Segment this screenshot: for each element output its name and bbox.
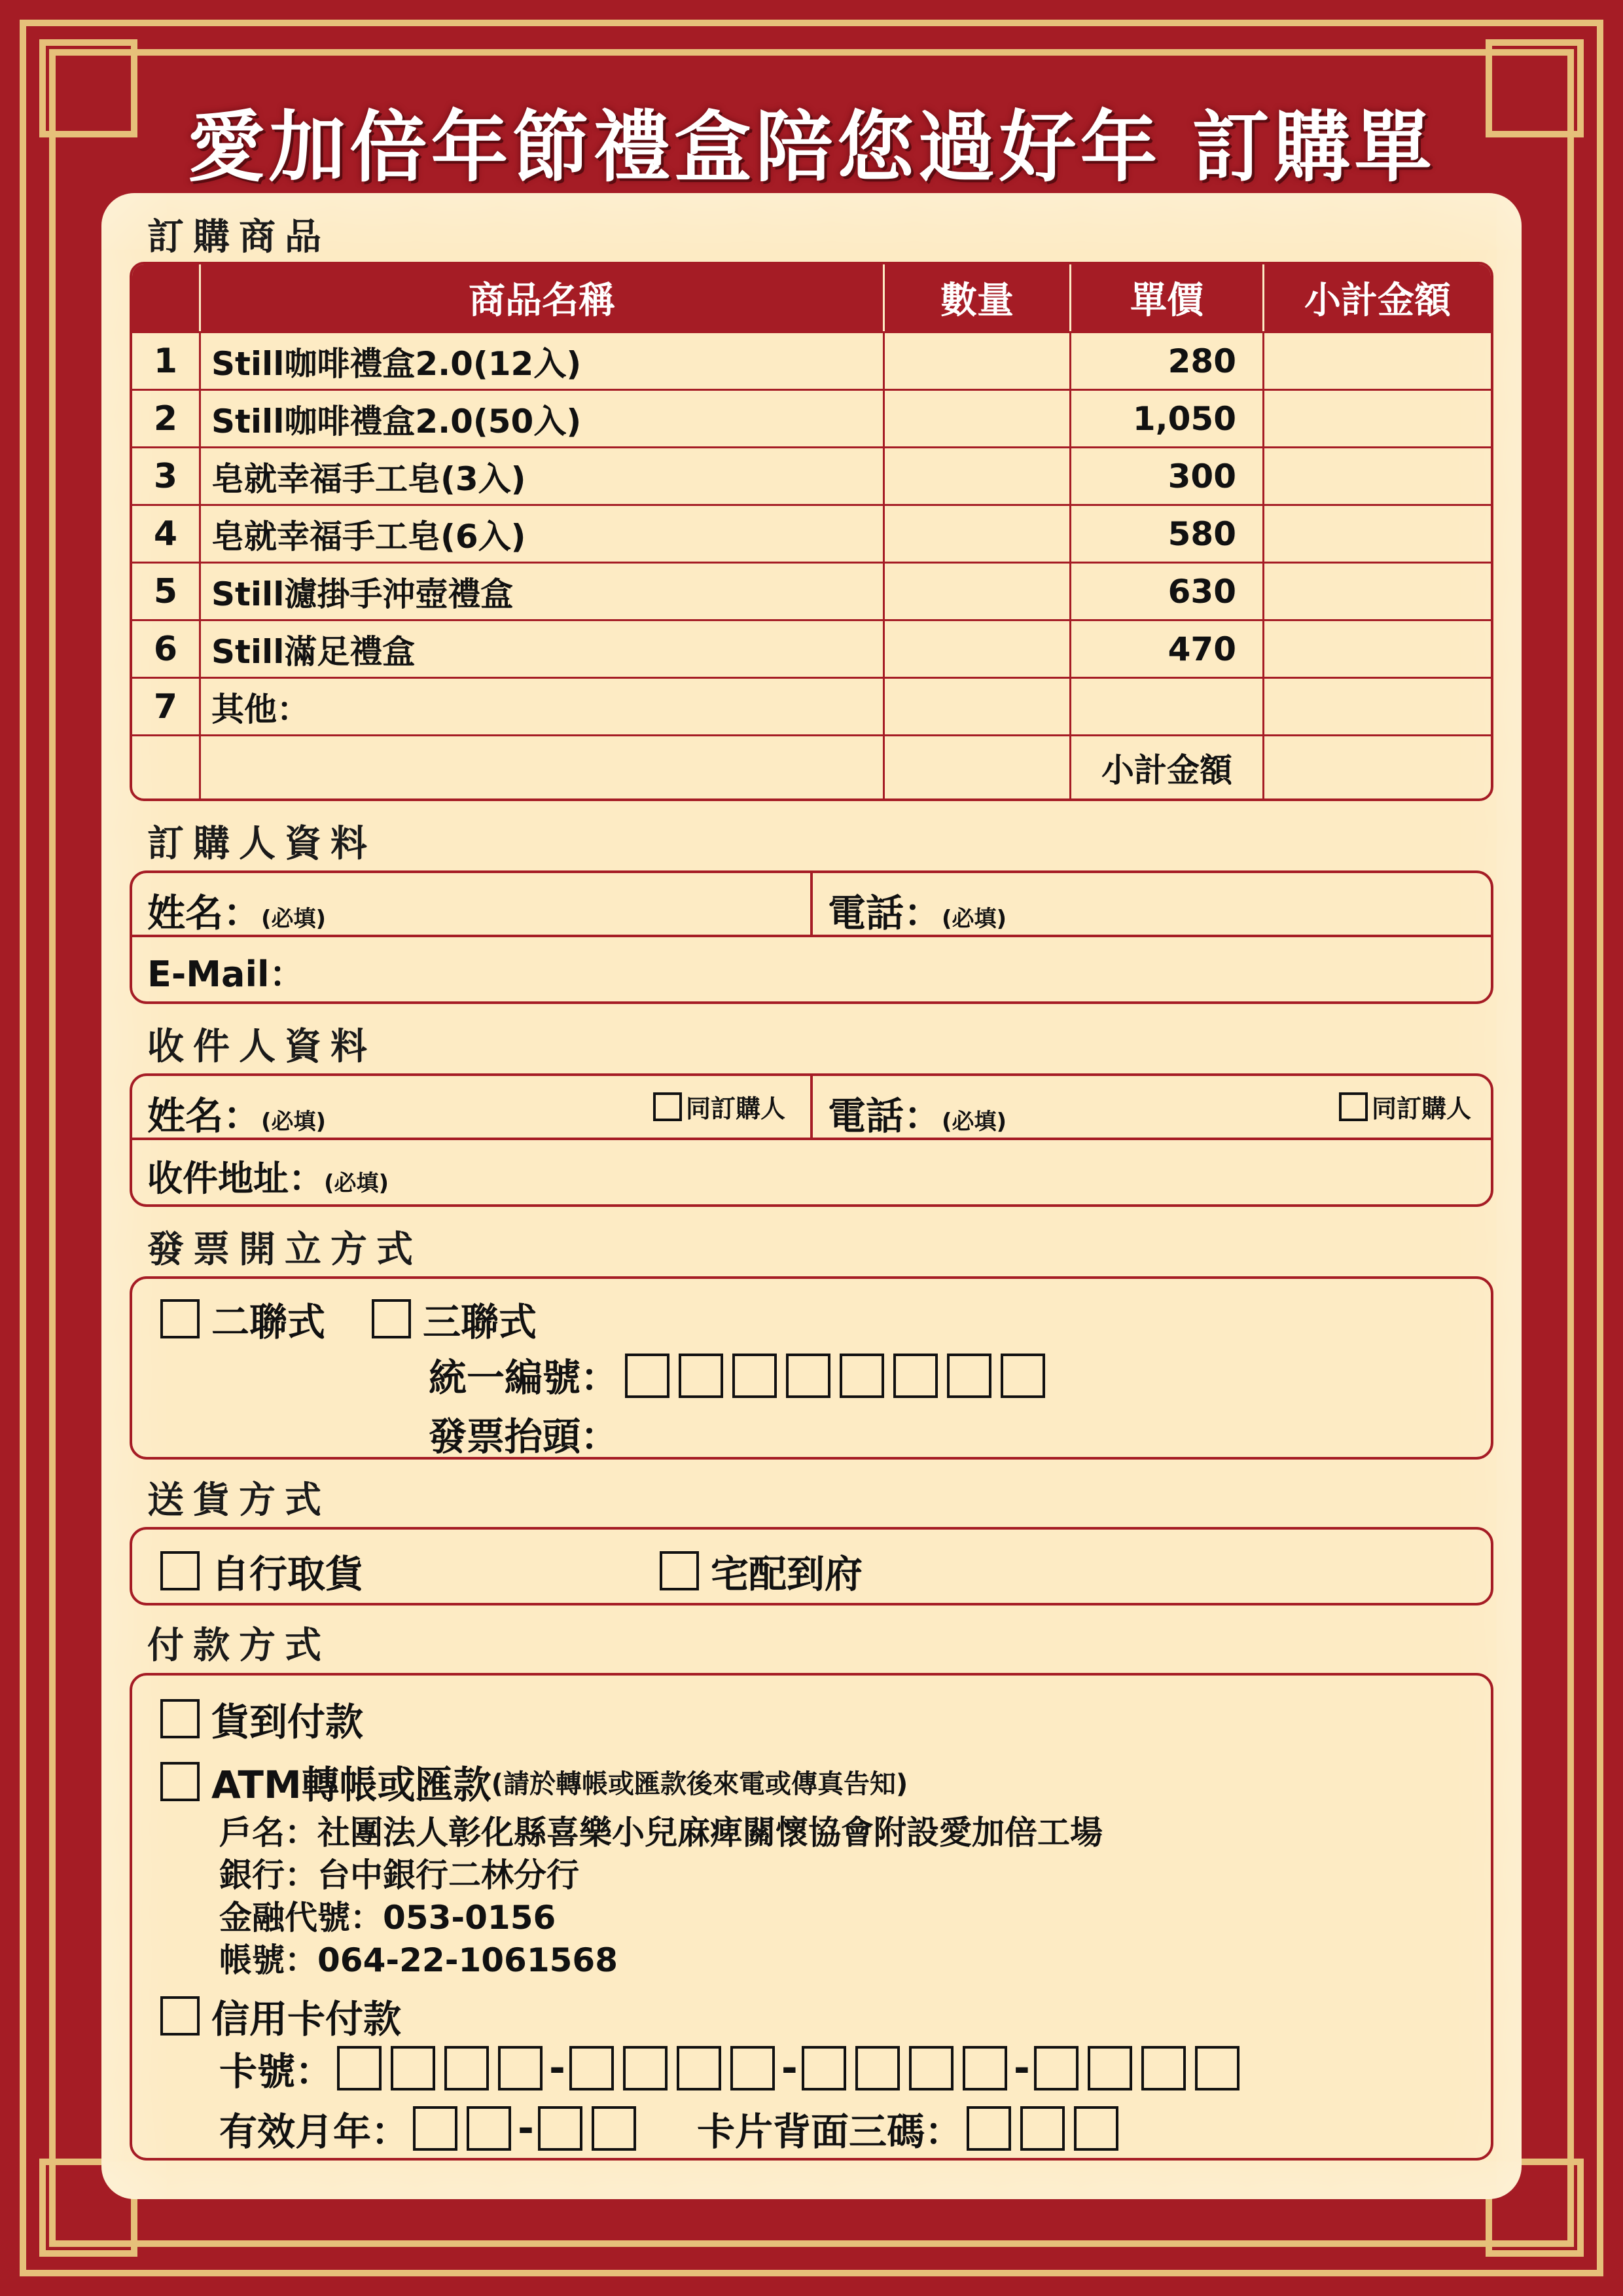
row-no: 3	[132, 446, 201, 504]
checkbox-icon	[160, 1996, 200, 2036]
row-qty-input[interactable]	[885, 446, 1071, 504]
total-empty	[132, 734, 201, 798]
separator-dash: -	[549, 2045, 565, 2091]
row-no: 1	[132, 331, 201, 389]
header-qty: 數量	[885, 264, 1071, 331]
digit-box[interactable]	[732, 1354, 777, 1398]
separator-dash: -	[781, 2045, 798, 2091]
recipient-phone-label: 電話：	[828, 1094, 942, 1138]
divider	[810, 1076, 813, 1139]
row-price	[1071, 677, 1264, 734]
recipient-address-field[interactable]	[147, 1151, 389, 1201]
separator-dash: -	[1013, 2045, 1030, 2091]
header-no	[132, 264, 201, 331]
checkbox-icon	[653, 1092, 682, 1121]
row-price: 580	[1071, 504, 1264, 562]
digit-box[interactable]	[1195, 2046, 1240, 2090]
row-price: 470	[1071, 619, 1264, 677]
row-subtotal-input[interactable]	[1264, 677, 1491, 734]
row-qty-input[interactable]	[885, 389, 1071, 446]
row-no: 6	[132, 619, 201, 677]
products-table	[130, 262, 1493, 801]
orderer-name-label: 姓名：	[147, 891, 262, 935]
row-qty-input[interactable]	[885, 677, 1071, 734]
digit-box[interactable]	[569, 2046, 614, 2090]
payment-cod-label: 貨到付款	[211, 1700, 364, 1744]
tax-id-field[interactable]	[429, 1347, 1054, 1402]
total-row	[132, 734, 1491, 798]
row-no: 2	[132, 389, 201, 446]
digit-box[interactable]	[802, 2046, 846, 2090]
digit-box[interactable]	[786, 1354, 830, 1398]
digit-box[interactable]	[963, 2046, 1007, 2090]
orderer-name-field[interactable]	[147, 882, 326, 937]
divider	[810, 873, 813, 936]
digit-box[interactable]	[679, 1354, 723, 1398]
row-name-other-input[interactable]: 其他：	[201, 677, 885, 734]
row-name: Still咖啡禮盒2.0(12入)	[201, 331, 885, 389]
bank-name: 銀行：台中銀行二林分行	[219, 1856, 579, 1894]
row-no: 5	[132, 562, 201, 619]
delivery-pickup-checkbox[interactable]	[160, 1543, 363, 1598]
delivery-pickup-label: 自行取貨	[211, 1552, 364, 1596]
header-price: 單價	[1071, 264, 1264, 331]
table-row	[132, 619, 1491, 677]
recipient-phone-field[interactable]	[828, 1085, 1007, 1140]
digit-box[interactable]	[625, 1354, 669, 1398]
row-qty-input[interactable]	[885, 331, 1071, 389]
digit-box[interactable]	[413, 2106, 457, 2151]
checkbox-icon	[160, 1299, 200, 1338]
row-name: Still滿足禮盒	[201, 619, 885, 677]
products-section-title: 訂購商品	[147, 216, 330, 259]
required-note: (必填)	[261, 906, 327, 932]
required-note: (必填)	[261, 1109, 327, 1135]
account-number: 帳號：064-22-1061568	[219, 1941, 618, 1979]
digit-box[interactable]	[947, 1354, 991, 1398]
invoice-triplicate-checkbox[interactable]	[372, 1291, 537, 1346]
row-no: 7	[132, 677, 201, 734]
total-label: 小計金額	[1071, 734, 1264, 798]
orderer-section-title: 訂購人資料	[147, 823, 376, 865]
recipient-section-title: 收件人資料	[147, 1026, 376, 1068]
expiry-label: 有效月年：	[219, 2109, 410, 2154]
row-name: Still濾掛手沖壺禮盒	[201, 562, 885, 619]
card-number-label: 卡號：	[219, 2049, 334, 2094]
row-subtotal-input[interactable]	[1264, 562, 1491, 619]
table-header-row	[132, 264, 1491, 331]
row-name: 皂就幸福手工皂(3入)	[201, 446, 885, 504]
required-note: (必填)	[942, 906, 1007, 932]
tax-id-boxes	[625, 1351, 1054, 1398]
digit-box[interactable]	[730, 2046, 775, 2090]
divider	[132, 935, 1491, 937]
same-as-orderer-phone-checkbox[interactable]	[1339, 1088, 1471, 1124]
digit-box[interactable]	[677, 2046, 721, 2090]
row-qty-input[interactable]	[885, 619, 1071, 677]
digit-box[interactable]	[467, 2106, 511, 2151]
digit-box[interactable]	[1141, 2046, 1186, 2090]
page-title: 愛加倍年節禮盒陪您過好年 訂購單	[187, 101, 1436, 192]
row-price: 630	[1071, 562, 1264, 619]
row-qty-input[interactable]	[885, 562, 1071, 619]
row-subtotal-input[interactable]	[1264, 504, 1491, 562]
digit-box[interactable]	[840, 1354, 884, 1398]
tax-id-label: 統一編號：	[429, 1355, 619, 1400]
invoice-header-field[interactable]: 發票抬頭：	[429, 1414, 619, 1459]
checkbox-icon	[372, 1299, 411, 1338]
digit-box[interactable]	[967, 2106, 1011, 2151]
digit-box[interactable]	[1020, 2106, 1065, 2151]
orderer-phone-label: 電話：	[828, 891, 942, 935]
digit-box[interactable]	[1001, 1354, 1045, 1398]
cvv-label: 卡片背面三碼：	[697, 2109, 963, 2154]
total-input[interactable]	[1264, 734, 1491, 798]
cvv-field[interactable]	[697, 2101, 1128, 2156]
invoice-section-title: 發票開立方式	[147, 1229, 422, 1271]
digit-box[interactable]	[391, 2046, 435, 2090]
checkbox-icon	[1339, 1092, 1368, 1121]
required-note: (必填)	[324, 1170, 389, 1196]
digit-box[interactable]	[1034, 2046, 1079, 2090]
payment-atm-label: ATM轉帳或匯款	[211, 1763, 491, 1807]
row-price: 280	[1071, 331, 1264, 389]
checkbox-icon	[160, 1551, 200, 1590]
row-subtotal-input[interactable]	[1264, 446, 1491, 504]
delivery-home-checkbox[interactable]	[660, 1543, 863, 1598]
digit-box[interactable]	[498, 2046, 543, 2090]
row-price: 1,050	[1071, 389, 1264, 446]
orderer-email-field[interactable]: E-Mail：	[147, 954, 305, 995]
digit-box[interactable]	[1074, 2106, 1118, 2151]
header-subtotal: 小計金額	[1264, 264, 1491, 331]
divider	[132, 1138, 1491, 1140]
payment-atm-note: (請於轉帳或匯款後來電或傳真告知)	[491, 1768, 908, 1799]
digit-box[interactable]	[538, 2106, 582, 2151]
checkbox-icon	[660, 1551, 699, 1590]
payment-cod-checkbox[interactable]	[160, 1691, 363, 1746]
row-subtotal-input[interactable]	[1264, 331, 1491, 389]
header-name: 商品名稱	[201, 264, 885, 331]
recipient-address-label: 收件地址：	[147, 1158, 324, 1199]
total-empty	[201, 734, 885, 798]
digit-box[interactable]	[855, 2046, 900, 2090]
table-row	[132, 562, 1491, 619]
table-row	[132, 389, 1491, 446]
recipient-name-field[interactable]	[147, 1085, 326, 1140]
table-row	[132, 331, 1491, 389]
recipient-name-label: 姓名：	[147, 1094, 262, 1138]
expiry-field[interactable]	[219, 2101, 645, 2156]
invoice-duplicate-checkbox[interactable]	[160, 1291, 325, 1346]
checkbox-icon	[160, 1699, 200, 1738]
payment-section-title: 付款方式	[147, 1624, 330, 1667]
row-qty-input[interactable]	[885, 504, 1071, 562]
payment-atm-checkbox[interactable]	[160, 1754, 908, 1809]
digit-box[interactable]	[1088, 2046, 1132, 2090]
digit-box[interactable]	[337, 2046, 382, 2090]
account-name: 戶名：社團法人彰化縣喜樂小兒麻痺關懷協會附設愛加倍工場	[219, 1814, 1103, 1852]
card-number-field[interactable]	[219, 2041, 1249, 2096]
payment-credit-label: 信用卡付款	[211, 1997, 402, 2041]
row-subtotal-input[interactable]	[1264, 619, 1491, 677]
digit-box[interactable]	[444, 2046, 489, 2090]
same-as-orderer-name-checkbox[interactable]	[653, 1088, 785, 1124]
same-as-orderer-label: 同訂購人	[686, 1094, 786, 1123]
row-name: Still咖啡禮盒2.0(50入)	[201, 389, 885, 446]
table-row	[132, 677, 1491, 734]
table-row	[132, 446, 1491, 504]
digit-box[interactable]	[893, 1354, 938, 1398]
total-empty	[885, 734, 1071, 798]
row-no: 4	[132, 504, 201, 562]
row-subtotal-input[interactable]	[1264, 389, 1491, 446]
digit-box[interactable]	[592, 2106, 636, 2151]
digit-box[interactable]	[909, 2046, 954, 2090]
payment-credit-checkbox[interactable]	[160, 1988, 401, 2043]
separator-dash: -	[518, 2106, 534, 2151]
checkbox-icon	[160, 1762, 200, 1801]
invoice-triplicate-label: 三聯式	[423, 1300, 537, 1344]
digit-box[interactable]	[623, 2046, 668, 2090]
table-row	[132, 504, 1491, 562]
row-price: 300	[1071, 446, 1264, 504]
same-as-orderer-label: 同訂購人	[1372, 1094, 1472, 1123]
row-name: 皂就幸福手工皂(6入)	[201, 504, 885, 562]
required-note: (必填)	[942, 1109, 1007, 1135]
invoice-duplicate-label: 二聯式	[211, 1300, 326, 1344]
delivery-home-label: 宅配到府	[711, 1552, 863, 1596]
bank-code: 金融代號：053-0156	[219, 1899, 556, 1937]
orderer-phone-field[interactable]	[828, 882, 1007, 937]
delivery-section-title: 送貨方式	[147, 1479, 330, 1522]
